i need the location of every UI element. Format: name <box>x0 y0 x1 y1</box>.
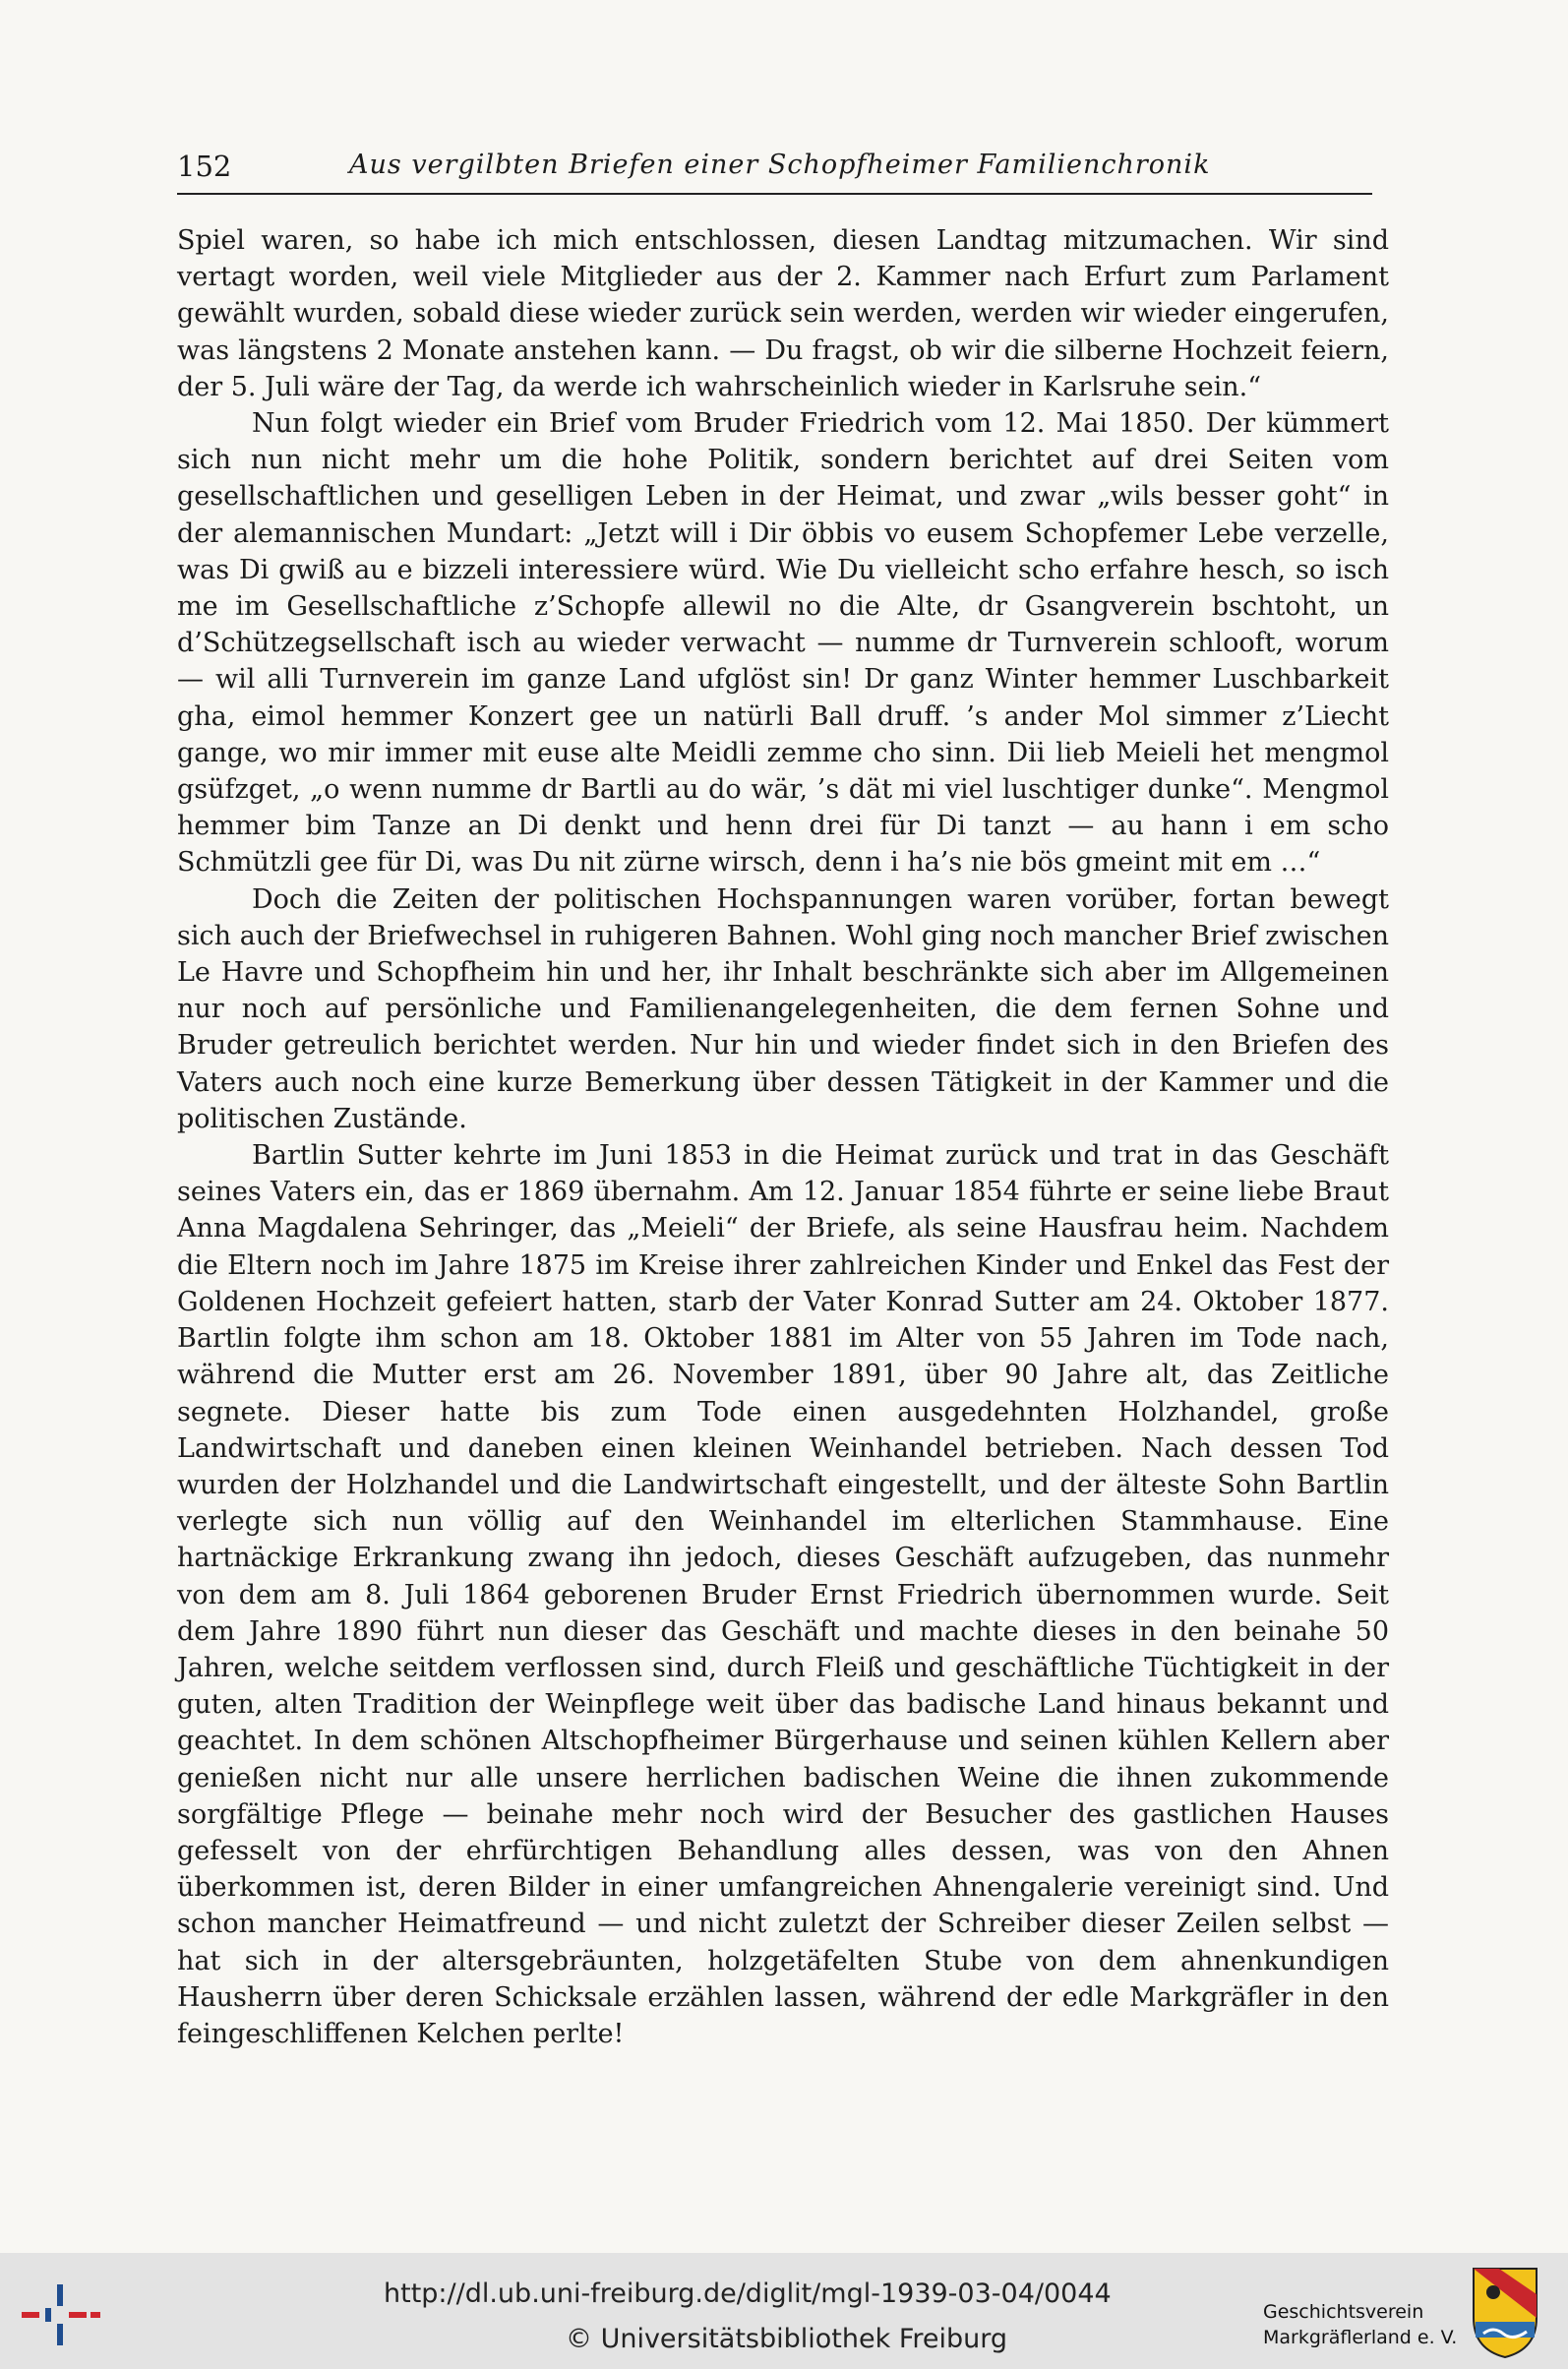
page-header <box>177 148 1372 195</box>
society-name-line-1: Geschichtsverein <box>1263 2301 1424 2323</box>
coat-of-arms-icon <box>1470 2265 1540 2359</box>
page-number: 152 <box>177 150 232 183</box>
paragraph-2: Nun folgt wieder ein Brief vom Bruder Friedrich vom 12. Mai 1850. Der kümmert sich nun nicht mehr um die hohe Politik, sondern berichtet auf drei Seiten vom gesellschaftlichen und geselligen Leben in der Heimat, und zwar „wils besser goht“ in der alemannischen Mundart: „Jetzt will i Dir öbbis vo eusem Schopfemer Lebe verzelle, was Di gwiß au e bizzeli interessiere würd. Wie Du vielleicht scho erfahre hesch, so isch me im Gesellschaftliche z’Schopfe allewil no die Alte, dr Gsangverein bschtoht, un d’Schützegsellschaft isch au wieder verwacht — numme dr Turnverein schlooft, worum — wil alli Turnverein im ganze Land ufglöst sin! Dr ganz Winter hemmer Luschbarkeit gha, eimol hemmer Konzert gee un natürli Ball druff. ’s ander Mol simmer z’Liecht gange, wo mir immer mit euse alte Meidli zemme cho sinn. Dii lieb Meieli het mengmol gsüfzget, „o wenn numme dr Bartli au do wär, ’s dät mi viel luschtiger dunke“. Mengmol hemmer bim Tanze an Di denkt und henn drei für Di tanzt — au hann i em scho Schmützli gee für Di, was Du nit zürne wirsch, denn i ha’s nie bös gmeint mit em …“ <box>177 408 1389 879</box>
paragraph-4: Bartlin Sutter kehrte im Juni 1853 in die Heimat zurück und trat in das Geschäft seines Vaters ein, das er 1869 übernahm. Am 12. Januar 1854 führte er seine liebe Braut Anna Magdalena Sehringer, das „Meieli“ der Briefe, als seine Hausfrau heim. Nachdem die Eltern noch im Jahre 1875 im Kreise ihrer zahlreichen Kinder und Enkel das Fest der Goldenen Hochzeit gefeiert hatten, starb der Vater Konrad Sutter am 24. Oktober 1877. Bartlin folgte ihm schon am 18. Oktober 1881 im Alter von 55 Jahren im Tode nach, während die Mutter erst am 26. November 1891, über 90 Jahre alt, das Zeitliche segnete. Dieser hatte bis zum Tode einen ausgedehnten Holzhandel, große Landwirtschaft und daneben einen kleinen Weinhandel betrieben. Nach dessen Tod wurden der Holzhandel und die Landwirtschaft eingestellt, und der älteste Sohn Bartlin verlegte sich nun völlig auf den Weinhandel im elterlichen Stammhause. Eine hartnäckige Erkrankung zwang ihn jedoch, dieses Geschäft aufzugeben, das nunmehr von dem am 8. Juli 1864 geborenen Bruder Ernst Friedrich übernommen wurde. Seit dem Jahre 1890 führt nun dieser das Geschäft und machte dieses in den beinahe 50 Jahren, welche seitdem verflossen sind, durch Fleiß und geschäftliche Tüchtigkeit in der guten, alten Tradition der Weinpflege weit über das badische Land hinaus bekannt und geachtet. In dem schönen Altschopfheimer Bürgerhause und seinen kühlen Kellern aber genießen nicht nur alle unsere herrlichen badischen Weine die ihnen zukommende sorgfältige Pflege — beinahe mehr noch wird der Besucher des gastlichen Hauses gefesselt von der ehrfürchtigen Behandlung alles dessen, was von den Ahnen überkommen ist, deren Bilder in einer umfangreichen Ahnengalerie vereinigt sind. Und schon mancher Heimatfreund — und nicht zuletzt der Schreiber dieser Zeilen selbst — hat sich in der altersgebräunten, holzgetäfelten Stube von dem ahnenkundigen Hausherrn über deren Schicksale erzählen lassen, während der edle Markgräfler in den feingeschliffenen Kelchen perlte! <box>177 1140 1389 2049</box>
source-url-link[interactable]: http://dl.ub.uni-freiburg.de/diglit/mgl-1939-03-04/0044 <box>384 2278 1112 2309</box>
paragraph-1: Spiel waren, so habe ich mich entschlossen, diesen Landtag mitzumachen. Wir sind vertagt worden, weil viele Mitglieder aus der 2. Kammer nach Erfurt zum Parlament gewählt wurden, sobald diese wieder zurück sein werden, werden wir wieder eingerufen, was längstens 2 Monate anstehen kann. — Du fragst, ob wir die silberne Hochzeit feiern, der 5. Juli wäre der Tag, da werde ich wahrscheinlich wieder in Karlsruhe sein.“ <box>177 225 1389 402</box>
paragraph-3: Doch die Zeiten der politischen Hochspannungen waren vorüber, fortan bewegt sich auch der Briefwechsel in ruhigeren Bahnen. Wohl ging noch mancher Brief zwischen Le Havre und Schopfheim hin und her, ihr Inhalt beschränkte sich aber im Allgemeinen nur noch auf persönliche und Familienangelegenheiten, die dem fernen Sohne und Bruder getreulich berichtet werden. Nur hin und wieder findet sich in den Briefen des Vaters auch noch eine kurze Bemerkung über dessen Tätigkeit in der Kammer und die politischen Zustände. <box>177 883 1389 1134</box>
running-title: Aus vergilbten Briefen einer Schopfheimer Familienchronik <box>349 150 1211 180</box>
copyright-notice: © Universitätsbibliothek Freiburg <box>566 2324 1008 2354</box>
viewer-footer <box>0 2253 1568 2369</box>
society-name <box>1263 2299 1457 2350</box>
society-name-line-2: Markgräflerland e. V. <box>1263 2327 1458 2348</box>
ub-freiburg-logo-icon <box>18 2280 106 2349</box>
body-text <box>177 222 1389 2052</box>
